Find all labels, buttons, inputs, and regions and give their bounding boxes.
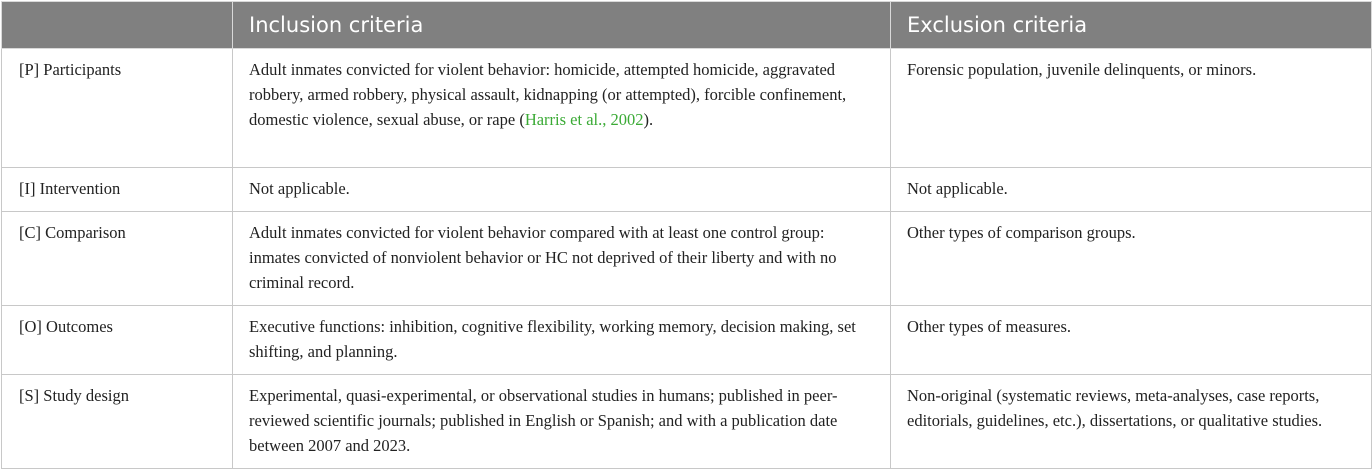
table-row-participants: [2, 49, 1372, 168]
exclusion-cell: Forensic population, juvenile delinquents, or minors.: [891, 49, 1372, 168]
header-cell-empty: [2, 2, 233, 49]
exclusion-cell: Other types of measures.: [891, 306, 1372, 375]
criteria-table-wrapper: [1, 1, 1371, 469]
criteria-table: [1, 1, 1372, 469]
exclusion-cell: Other types of comparison groups.: [891, 212, 1372, 306]
table-header: [2, 2, 1372, 49]
header-inclusion-criteria: Inclusion criteria: [233, 2, 891, 49]
row-label: [P] Participants: [2, 49, 233, 168]
table-row-comparison: [2, 212, 1372, 306]
row-label: [S] Study design: [2, 375, 233, 469]
inclusion-text-tail: ).: [643, 110, 654, 129]
table-body: [2, 49, 1372, 469]
table-row-outcomes: [2, 306, 1372, 375]
inclusion-cell: Adult inmates convicted for violent behavior compared with at least one control group: inmates convicted of nonviolent behavior or HC not deprived of their liberty and with no criminal record.: [233, 212, 891, 306]
row-label: [C] Comparison: [2, 212, 233, 306]
inclusion-cell: Not applicable.: [233, 168, 891, 212]
table-row-study-design: [2, 375, 1372, 469]
row-label: [I] Intervention: [2, 168, 233, 212]
exclusion-cell: Not applicable.: [891, 168, 1372, 212]
inclusion-cell: Experimental, quasi-experimental, or observational studies in humans; published in peer-reviewed scientific journals; published in English or Spanish; and with a publication date between 2007 and 2023.: [233, 375, 891, 469]
inclusion-cell: [233, 49, 891, 168]
inclusion-text: Adult inmates convicted for violent behavior: homicide, attempted homicide, aggravated robbery, armed robbery, physical assault, kidnapping (or attempted), forcible confinement, domestic violence, sexual abuse, or rape (: [249, 60, 847, 129]
inclusion-cell: Executive functions: inhibition, cognitive flexibility, working memory, decision making, set shifting, and planning.: [233, 306, 891, 375]
header-row: [2, 2, 1372, 49]
reference-link[interactable]: Harris et al., 2002: [524, 110, 644, 129]
row-label: [O] Outcomes: [2, 306, 233, 375]
header-exclusion-criteria: Exclusion criteria: [891, 2, 1372, 49]
exclusion-cell: Non-original (systematic reviews, meta-analyses, case reports, editorials, guidelines, etc.), dissertations, or qualitative studies.: [891, 375, 1372, 469]
table-row-intervention: [2, 168, 1372, 212]
